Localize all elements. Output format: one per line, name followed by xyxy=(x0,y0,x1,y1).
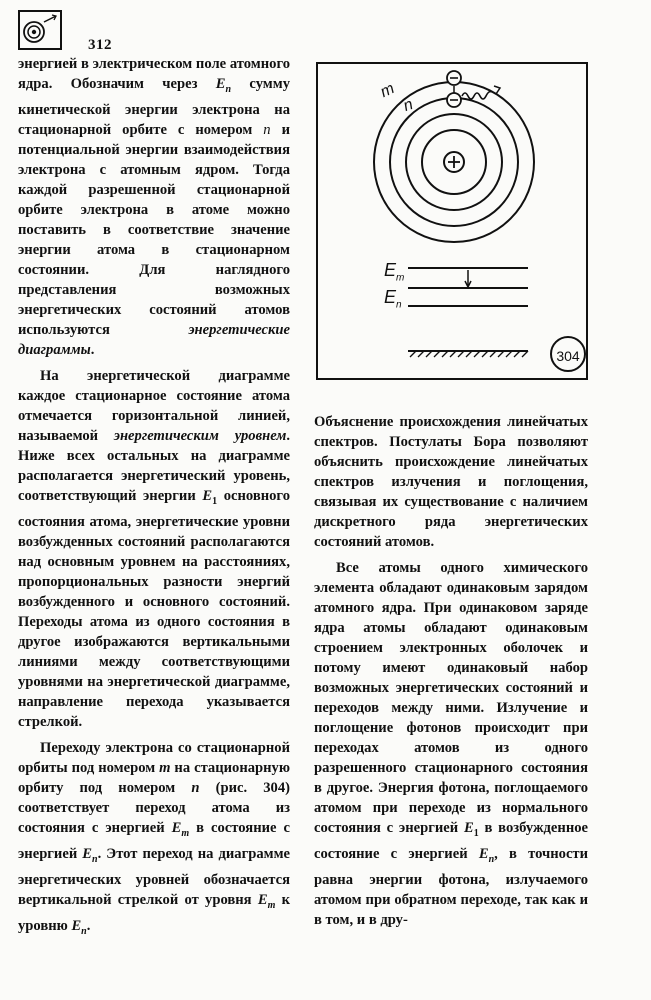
chapter-logo xyxy=(18,10,62,50)
photon-wave xyxy=(462,92,492,100)
paragraph-transition: Переходу электрона со стационарной орбиты под номером m на стационарную орбиту под номером n (рис. 304) соответствует переход атома из состояния с энергией $E_m$ в состояние с энергией $E_n$. Этот переход на диаграмме энергетических уровней обозначается вертикальной стрелкой от уровня $E_m$ к уровню $E_n$. xyxy=(18,739,291,937)
term-energy-diagrams: энергетические диаграммы xyxy=(18,321,290,358)
bohr-diagram xyxy=(318,64,586,378)
right-column xyxy=(314,412,588,930)
orbit-label-n: n xyxy=(401,96,416,116)
term-energy-level: энергетическим уровнем xyxy=(113,427,287,444)
figure-number: 304 xyxy=(550,336,586,372)
left-column xyxy=(18,54,290,941)
level-label-Em: $E_m$ xyxy=(384,260,405,284)
target-icon xyxy=(20,12,60,48)
figure-304 xyxy=(316,62,588,380)
paragraph-line-spectra: Объяснение происхождения линейчатых спектров. Постулаты Бора позволяют объяснить происхождение линейчатых спектров излучения и поглощения, связывая их существование с наличием дискретного ряда энергетических состояний атомов. xyxy=(314,414,588,550)
orbit-label-m: m xyxy=(377,80,398,102)
level-label-En: $E_n$ xyxy=(384,287,402,311)
paragraph-atoms-element: Все атомы одного химического элемента обладают одинаковым зарядом атомного ядра. При одинаковом заряде ядра атомы обладают одинаковым строением электронных оболочек и потому имеют одинаковый набор возможных энергетических состояний и переходов между ними. Излучение и поглощение фотонов происходит при переходах атомов из одного разрешенного стационарного состояния в другое. Энергия фотона, поглощаемого атомом при переходе из нормального состояния с энергией $E_1$ в возбужденное состояние с энергией $E_n$, в точности равна энергии фотона, излучаемого атомом при обратном переходе, так как и в том, и в дру- xyxy=(314,560,589,928)
paragraph-energy-levels: На энергетической диаграмме каждое стационарное состояние атома отмечается горизонтальной линией, называемой энергетическим уровнем. Ниже всех остальных на диаграмме располагается энергетический уровень, соответствующий энергии $E_1$ основного состояния атома, энергетические уровни возбужденных состояний располагаются над основным уровнем на расстояниях, пропорциональных разности энергий возбужденного и основного состояний. Переходы атома из одного состояния в другое изображаются вертикальными линиями между соответствующими уровнями на энергетической диаграмме, направление перехода указывается стрелкой. xyxy=(18,367,290,730)
section-heading: Объяснение происхождения линейчатых спектров. xyxy=(314,414,588,450)
page-number: 312 xyxy=(88,37,112,53)
paragraph-energy-definition: энергией в электрическом поле атомного ядра. Обозначим через $E_n$ сумму кинетической энергии электрона на стационарной орбите с номером n и потенциальной энергии взаимодействия электрона с атомным ядром. Тогда каждой разрешенной стационарной орбите электрона в атоме можно поставить в соответствие значение энергии атома в стационарном состоянии. Для наглядного представления возможных энергетических состояний атомов используются энергетические диаграммы. xyxy=(18,56,290,358)
